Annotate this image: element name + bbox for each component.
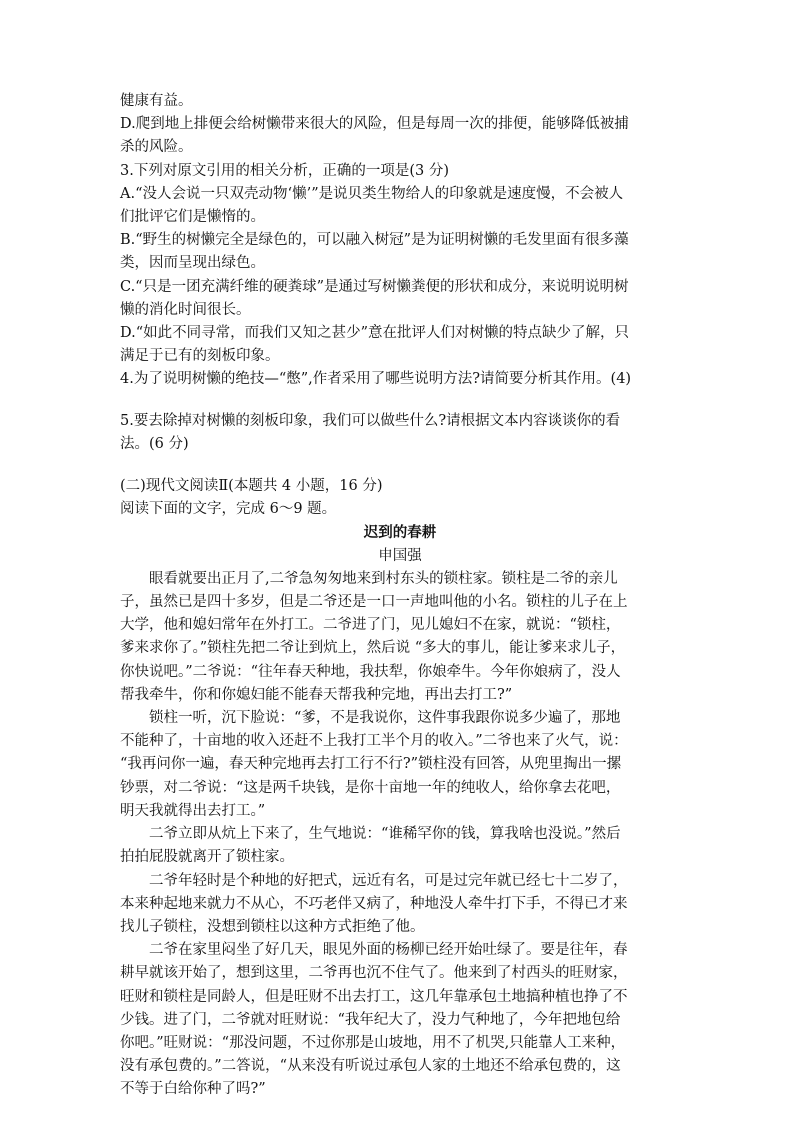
story-line: 没有承包费的。”二答说，“从来没有听说过承包人家的土地还不给承包费的，这 <box>120 1058 621 1075</box>
story-line: 明天我就得出去打工。” <box>120 802 266 819</box>
story-line: 你吧。”旺财说：“那没问题，不过你那是山坡地，用不了机哭,只能靠人工来种， <box>120 1034 626 1051</box>
story-line: 耕早就该开始了，想到这里，二爷再也沉不住气了。他来到了村西头的旺财家， <box>120 965 628 982</box>
story-line: 旺财和锁柱是同龄人，但是旺财不出去打工，这几年靠承包土地搞种植也挣了不 <box>120 988 628 1005</box>
story-line: 不能种了，十亩地的收入还赶不上我打工半个月的收入。”二爷也来了火气，说： <box>120 733 628 750</box>
spacer <box>120 392 680 410</box>
story-line: “我再问你一遍，春天种完地再去打工行不行?”锁柱没有回答，从兜里掏出一摞 <box>120 756 622 773</box>
story-line: 二爷立即从炕上下来了，生气地说：“谁稀罕你的钱，算我啥也没说。”然后 <box>120 826 621 843</box>
document-page <box>120 90 680 1102</box>
text-line: 杀的风险。 <box>120 139 193 156</box>
story-line: 子，虽然已是四十多岁，但是二爷还是一口一声地叫他的小名。锁柱的儿子在上 <box>120 594 628 611</box>
question-5-section <box>120 410 680 456</box>
spacer <box>120 456 680 475</box>
option-b-line: B.“野生的树懒完全是绿色的，可以融入树冠”是为证明树懒的毛发里面有很多藻 <box>120 232 629 249</box>
text-line: 类，因而呈现出绿色。 <box>120 255 265 272</box>
text-line: 们批评它们是懒惰的。 <box>120 209 265 226</box>
story-author: 申国强 <box>378 547 422 564</box>
story-line: 少钱。进了门，二爷就对旺财说：“我年纪大了，没力气种地了，今年把地包给 <box>120 1011 621 1028</box>
question-3: 3.下列对原文引用的相关分析，正确的一项是(3 分) <box>120 162 449 179</box>
story-line: 你快说吧。”二爷说：“往年春天种地，我扶犁，你娘牵牛。今年你娘病了，没人 <box>120 663 621 680</box>
text-line: 满足于已有的刻板印象。 <box>120 348 280 365</box>
option-d-line: D.爬到地上排便会给树懒带来很大的风险，但是每周一次的排便，能够降低被捕 <box>120 116 629 133</box>
option-d-line: D.“如此不同寻常，而我们又知之甚少”意在批评人们对树懒的特点缺少了解，只 <box>120 325 630 342</box>
text-line: 健康有益。 <box>120 93 193 109</box>
story-line: 二爷年轻时是个种地的好把式，远近有名，可是过完年就已经七十二岁了， <box>120 872 628 889</box>
section-instruction: 阅读下面的文字，完成 6～9 题。 <box>120 501 337 518</box>
story-line: 找儿子锁柱，没想到锁柱以这种方式拒绝了他。 <box>120 918 425 935</box>
story-title: 迟到的春耕 <box>363 524 437 542</box>
story-line: 大学，他和媳妇常年在外打工。二爷进了门，见儿媳妇不在家，就说：“锁柱， <box>120 617 621 634</box>
reading-section-header <box>120 475 680 521</box>
story-line: 拍拍屁股就离开了锁柱家。 <box>120 849 294 866</box>
story-line: 钞票，对二爷说：“这是两千块钱，是你十亩地一年的纯收人，给你拿去花吧， <box>120 779 621 796</box>
story-line: 本来种起地来就力不从心，不巧老伴又病了，种地没人牵牛打下手，不得已才来 <box>120 895 628 912</box>
story-line: 帮我牵牛，你和你媳妇能不能春天帮我种完地，再出去打工?” <box>120 686 513 703</box>
story-line: 不等于白给你种了吗?” <box>120 1081 266 1098</box>
story-line: 锁柱一听，沉下脸说：“爹，不是我说你，这件事我跟你说多少遍了，那地 <box>120 710 621 727</box>
story-line: 爹来求你了。”锁柱先把二爷让到炕上，然后说 “多大的事儿，能让爹来求儿子， <box>120 640 626 657</box>
text-line: 法。(6 分) <box>120 435 189 452</box>
question-4: 4.为了说明树懒的绝技—“憋”,作者采用了哪些说明方法?请简要分析其作用。(4) <box>120 371 632 388</box>
option-c-line: C.“只是一团充满纤维的硬粪球”是通过写树懒粪便的形状和成分，来说明说明树 <box>120 278 629 295</box>
story-line: 二爷在家里闷坐了好几天，眼见外面的杨柳已经开始吐绿了。要是往年，春 <box>120 942 628 959</box>
section-heading: (二)现代文阅读Ⅱ(本题共 4 小题，16 分) <box>120 478 383 495</box>
option-a-line: A.“没人会说一只双壳动物‘懒’”是说贝类生物给人的印象就是速度慢，不会被人 <box>120 185 624 202</box>
text-line: 懒的消化时间很长。 <box>120 301 251 318</box>
story-line: 眼看就要出正月了,二爷急匆匆地来到村东头的锁柱家。锁柱是二爷的亲儿 <box>120 570 618 587</box>
question-5: 5.要去除掉对树懒的刻板印象，我们可以做些什么?请根据文本内容谈谈你的看 <box>120 412 621 429</box>
story-body <box>120 568 680 1102</box>
questions-section <box>120 90 680 392</box>
